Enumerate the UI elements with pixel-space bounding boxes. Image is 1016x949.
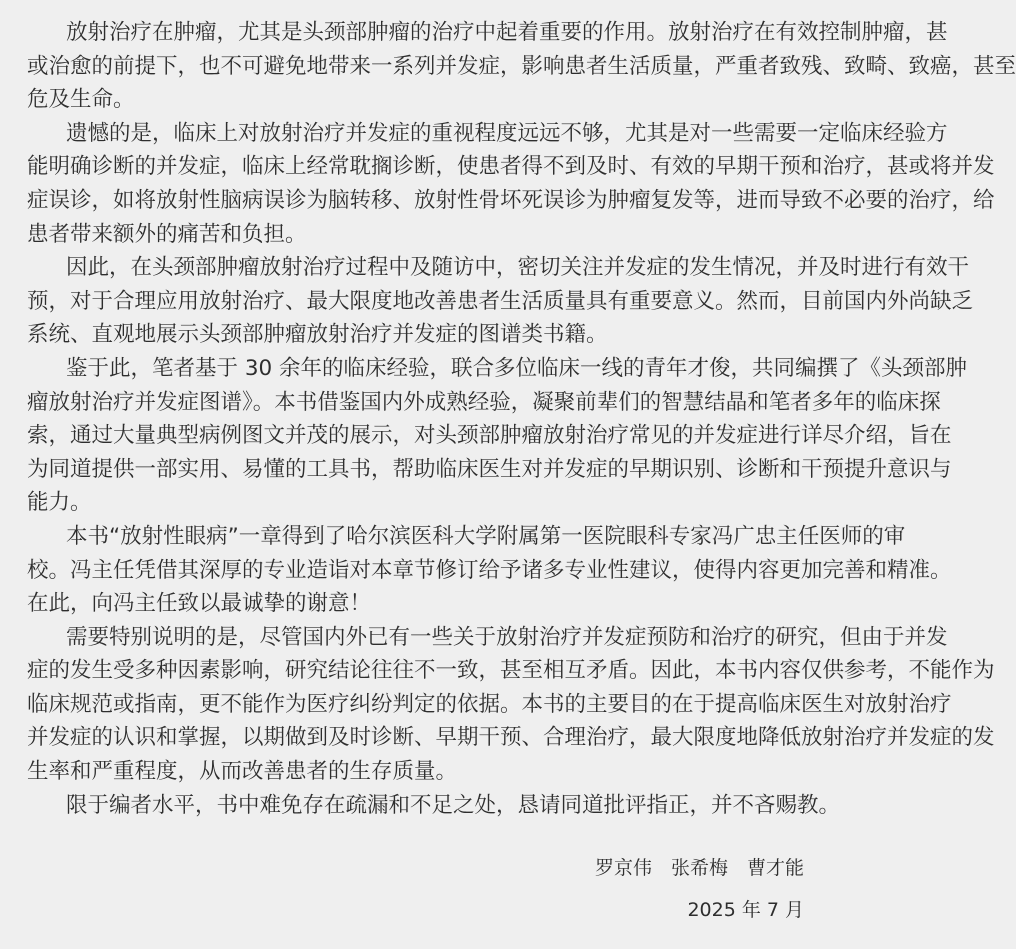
text-line: 本书“放射性眼病”一章得到了哈尔滨医科大学附属第一医院眼科专家冯广忠主任医师的审 [66,523,906,549]
paragraph [27,621,995,789]
preface-body [27,16,1016,822]
text-line: 因此，在头颈部肿瘤放射治疗过程中及随访中，密切关注并发症的发生情况，并及时进行有效干 [66,255,970,281]
text-line: 校。冯主任凭借其深厚的专业造诣对本章节修订给予诸多专业性建议，使得内容更加完善和精准。 [27,557,952,583]
text-line: 在此，向冯主任致以最诚挚的谢意！ [27,591,372,617]
authors: 罗京伟 张希梅 曹才能 [594,857,804,879]
text-line: 放射治疗在肿瘤，尤其是头颈部肿瘤的治疗中起着重要的作用。放射治疗在有效控制肿瘤，甚 [66,20,948,45]
text-line: 需要特别说明的是，尽管国内外已有一些关于放射治疗并发症预防和治疗的研究，但由于并发 [66,624,948,650]
text-line: 系统、直观地展示头颈部肿瘤放射治疗并发症的图谱类书籍。 [27,322,608,348]
text-line: 能明确诊断的并发症，临床上经常耽搁诊断，使患者得不到及时、有效的早期干预和治疗，甚或将并发 [27,154,995,180]
text-line: 鉴于此，笔者基于 30 余年的临床经验，联合多位临床一线的青年才俊，共同编撰了《头颈部肿 [66,355,968,381]
text-line: 索，通过大量典型病例图文并茂的展示，对头颈部肿瘤放射治疗常见的并发症进行详尽介绍，旨在 [27,423,952,449]
text-line: 并发症的认识和掌握，以期做到及时诊断、早期干预、合理治疗，最大限度地降低放射治疗并发症的发 [27,725,995,751]
paragraph [27,520,952,621]
paragraph [27,117,995,251]
paragraph [27,251,974,352]
text-line: 瘤放射治疗并发症图谱》。本书借鉴国内外成熟经验，凝聚前辈们的智慧结晶和笔者多年的临床探 [27,389,941,415]
text-line: 能力。 [27,490,92,516]
text-line: 预，对于合理应用放射治疗、最大限度地改善患者生活质量具有重要意义。然而，目前国内外尚缺乏 [27,288,974,314]
text-line: 生率和严重程度，从而改善患者的生存质量。 [27,759,458,785]
text-line: 危及生命。 [27,87,135,113]
text-line: 症误诊，如将放射性脑病误诊为脑转移、放射性骨坏死误诊为肿瘤复发等，进而导致不必要的治疗，给 [27,187,995,213]
date: 2025 年 7 月 [687,899,804,921]
text-line: 患者带来额外的痛苦和负担。 [27,221,307,247]
text-line: 限于编者水平，书中难免存在疏漏和不足之处，恳请同道批评指正，并不吝赐教。 [66,792,841,818]
text-line: 或治愈的前提下，也不可避免地带来一系列并发症，影响患者生活质量，严重者致残、致畸、致癌，甚至 [27,53,1016,79]
text-line: 症的发生受多种因素影响，研究结论往往不一致，甚至相互矛盾。因此，本书内容仅供参考，不能作为 [27,658,995,684]
text-line: 为同道提供一部实用、易懂的工具书，帮助临床医生对并发症的早期识别、诊断和干预提升意识与 [27,456,952,482]
text-line: 遗憾的是，临床上对放射治疗并发症的重视程度远远不够，尤其是对一些需要一定临床经验方 [66,120,948,146]
paragraph [27,16,1016,117]
paragraph [27,789,845,823]
text-line: 临床规范或指南，更不能作为医疗纠纷判定的依据。本书的主要目的在于提高临床医生对放射治疗 [27,691,952,717]
paragraph [27,352,968,520]
